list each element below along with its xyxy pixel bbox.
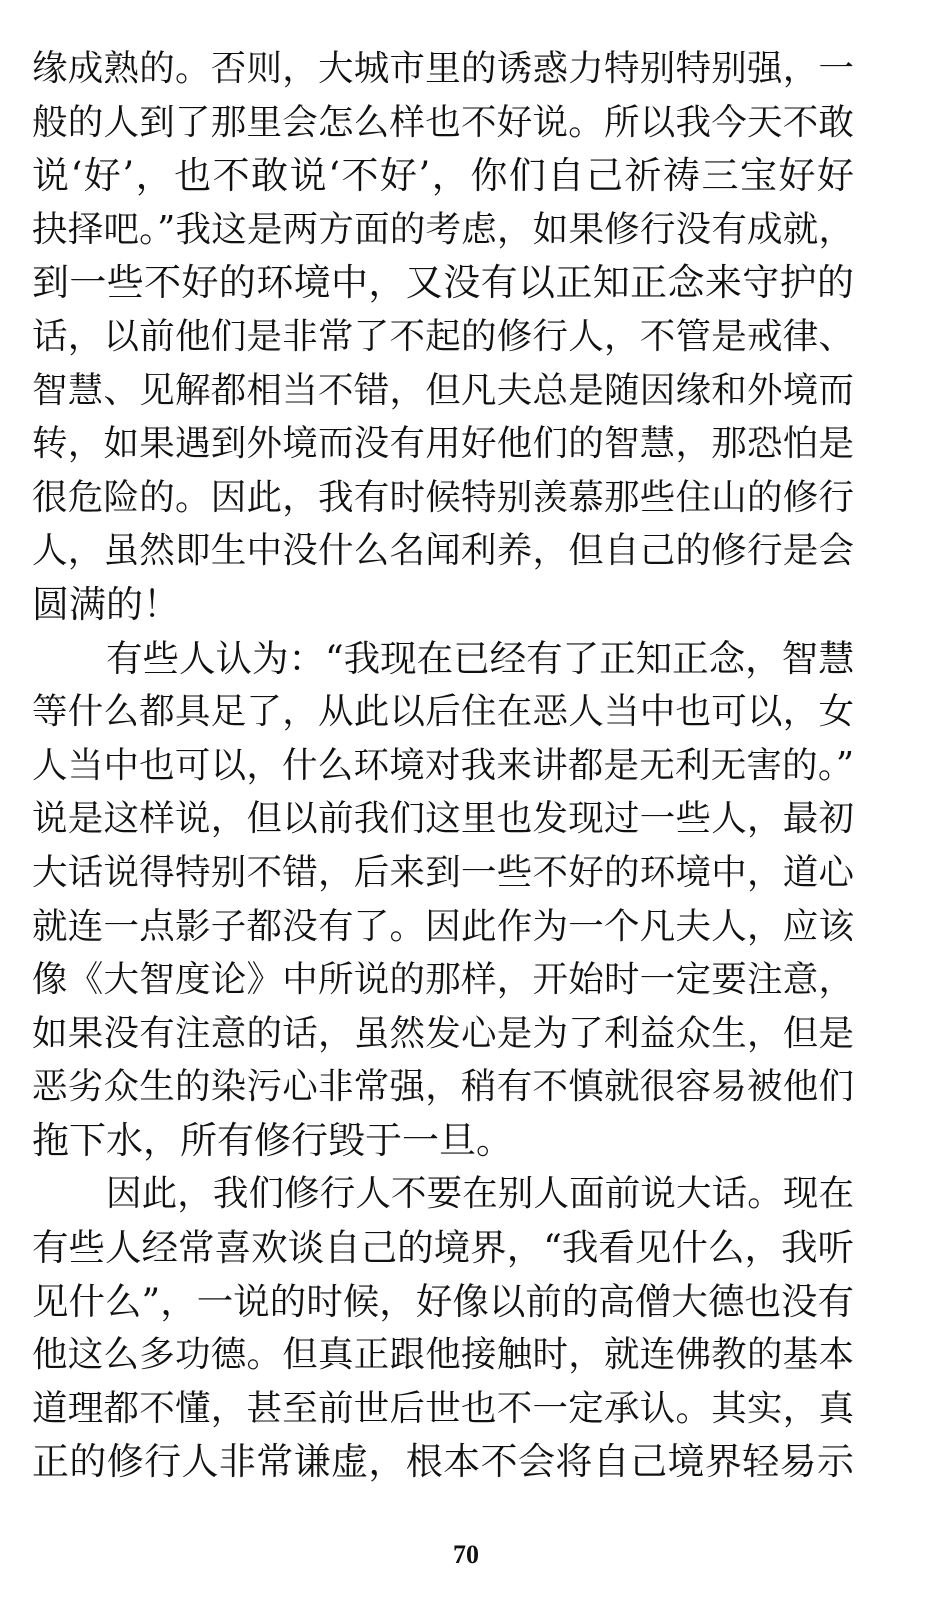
text-line: 抉择吧。”我这是两方面的考虑，如果修行没有成就， — [32, 208, 854, 250]
text-line: 人，虽然即生中没什么名闻利养，但自己的修行是会 — [32, 530, 854, 572]
paragraph-start-line: 有些人认为：“我现在已经有了正知正念，智慧 — [106, 636, 855, 680]
text-line: 像《大智度论》中所说的那样，开始时一定要注意， — [32, 959, 854, 1001]
paragraph-end-line: 圆满的！ — [32, 582, 180, 626]
text-line: 等什么都具足了，从此以后住在恶人当中也可以，女 — [32, 691, 854, 733]
text-line: 如果没有注意的话，虽然发心是为了利益众生，但是 — [32, 1012, 854, 1054]
text-line: 说‘好’，也不敢说‘不好’，你们自己祈祷三宝好好 — [32, 154, 854, 198]
text-line: 智慧、见解都相当不错，但凡夫总是随因缘和外境而 — [32, 369, 854, 411]
text-line: 见什么”，一说的时候，好像以前的高僧大德也没有 — [32, 1279, 854, 1323]
text-line: 人当中也可以，什么环境对我来讲都是无利无害的。” — [32, 744, 854, 786]
text-line: 到一些不好的环境中，又没有以正知正念来守护的 — [32, 261, 854, 305]
text-line: 话，以前他们是非常了不起的修行人，不管是戒律、 — [32, 315, 854, 357]
text-line: 正的修行人非常谦虚，根本不会将自己境界轻易示 — [32, 1440, 854, 1484]
text-line: 般的人到了那里会怎么样也不好说。所以我今天不敢 — [32, 101, 854, 143]
text-line: 说是这样说，但以前我们这里也发现过一些人，最初 — [32, 798, 854, 840]
text-line: 道理都不懂，甚至前世后世也不一定承认。其实，真 — [32, 1387, 854, 1429]
text-line: 很危险的。因此，我有时候特别羡慕那些住山的修行 — [32, 476, 854, 518]
text-line: 就连一点影子都没有了。因此作为一个凡夫人，应该 — [32, 905, 854, 947]
paragraph-start-line: 因此，我们修行人不要在别人面前说大话。现在 — [106, 1173, 854, 1215]
text-line: 恶劣众生的染污心非常强，稍有不慎就很容易被他们 — [32, 1066, 854, 1108]
paragraph-end-line: 拖下水，所有修行毁于一旦。 — [32, 1118, 513, 1162]
text-line: 大话说得特别不错，后来到一些不好的环境中，道心 — [32, 851, 854, 893]
text-line: 转，如果遇到外境而没有用好他们的智慧，那恐怕是 — [32, 423, 854, 465]
text-line: 他这么多功德。但真正跟他接触时，就连佛教的基本 — [32, 1334, 854, 1376]
text-line: 有些人经常喜欢谈自己的境界，“我看见什么，我听 — [32, 1226, 854, 1270]
text-line: 缘成熟的。否则，大城市里的诱惑力特别特别强，一 — [32, 48, 854, 89]
body-text — [32, 42, 854, 1489]
page-number: 70 — [453, 1540, 479, 1569]
